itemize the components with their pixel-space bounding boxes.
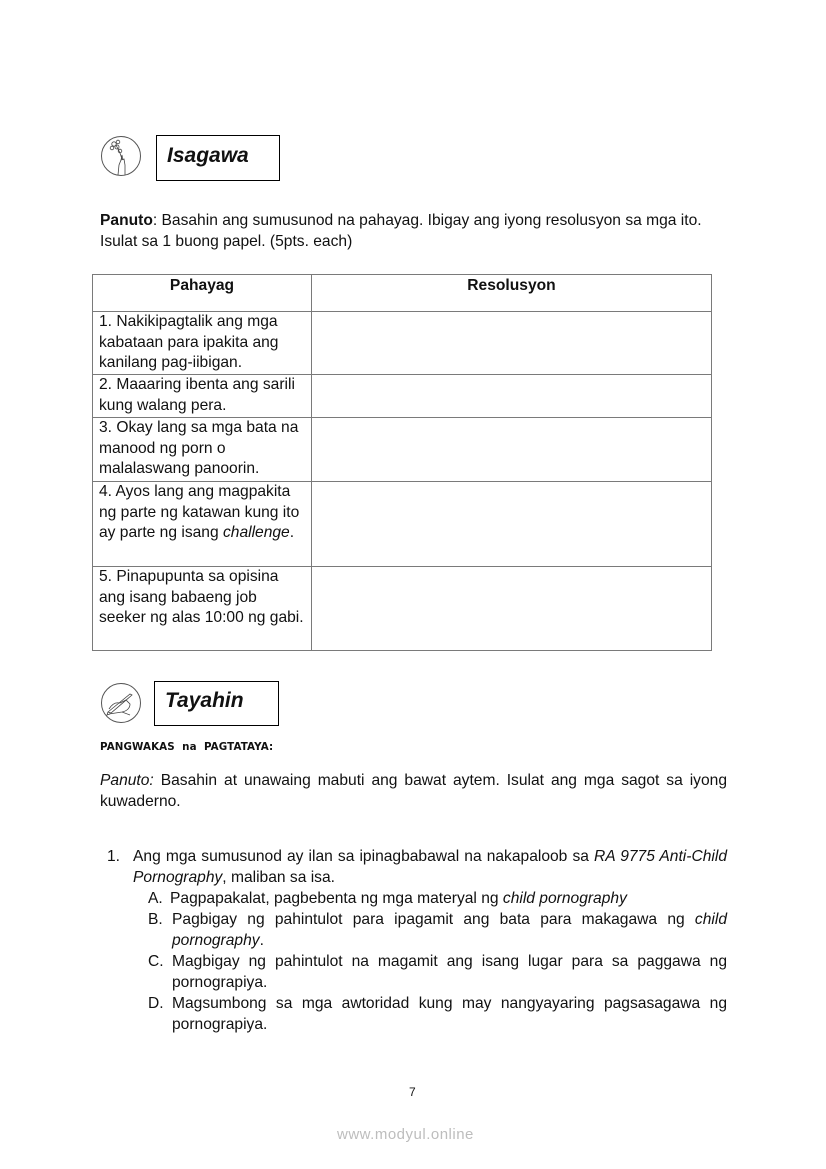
choice-c (148, 951, 727, 993)
choice-b (148, 909, 727, 951)
choice-d (148, 993, 727, 1035)
pahayag-cell: 1. Nakikipagtalik ang mga kabataan para ipakita ang kanilang pag-iibigan. (93, 312, 312, 375)
question-stem (107, 846, 727, 888)
choices-list (107, 888, 727, 1035)
question-stem-emphasis: RA 9775 Anti-Child Pornography (133, 848, 727, 886)
tayahin-instructions (100, 770, 727, 812)
pahayag-cell (93, 482, 312, 567)
isagawa-header (100, 133, 280, 181)
tayahin-header (100, 679, 280, 727)
tayahin-title: Tayahin (165, 689, 244, 712)
resolusyon-cell (312, 312, 712, 375)
choice-text: Magsumbong sa mga awtoridad kung may nangyayaring pagsasagawa ng pornograpiya. (172, 995, 727, 1033)
table-row (93, 567, 712, 651)
question-number: 1. (107, 848, 121, 865)
pahayag-cell: 5. Pinapupunta sa opisina ang isang babaeng job seeker ng alas 10:00 ng gabi. (93, 567, 312, 651)
isagawa-title-box (156, 135, 280, 181)
watermark: www.modyul.online (337, 1126, 474, 1143)
hand-holding-flower-icon (100, 135, 142, 177)
question-stem-end: , maliban sa isa. (222, 869, 335, 886)
choice-letter: A. (148, 890, 163, 907)
choice-text: Pagpapakalat, pagbebenta ng mga materyal ng (170, 890, 503, 907)
resolusyon-cell (312, 418, 712, 482)
instruction-label: Panuto: (100, 772, 154, 789)
pahayag-emphasis: challenge (222, 524, 290, 541)
pahayag-text: 4. Ayos lang ang magpakita ng parte ng katawan kung ito ay parte ng isang (99, 483, 300, 541)
choice-letter: C. (148, 953, 164, 970)
table-row (93, 375, 712, 418)
choice-text: Pagbigay ng pahintulot para ipagamit ang bata para makagawa ng (172, 911, 695, 928)
table-header-row (93, 275, 712, 312)
pahayag-cell: 3. Okay lang sa mga bata na manood ng porn o malalaswang panoorin. (93, 418, 312, 482)
resolusyon-cell (312, 567, 712, 651)
pahayag-cell: 2. Maaaring ibenta ang sarili kung walang pera. (93, 375, 312, 418)
choice-letter: D. (148, 995, 164, 1012)
table-row (93, 312, 712, 375)
pahayag-text-end: . (289, 524, 295, 541)
page-number: 7 (409, 1085, 416, 1099)
pahayag-resolusyon-table (92, 274, 712, 651)
choice-a (148, 888, 727, 909)
choice-text-end: . (259, 932, 264, 949)
pangwakas-subheading: PANGWAKAS na PAGTATAYA: (100, 741, 274, 753)
choice-emphasis: child pornography (502, 890, 627, 907)
table-row (93, 482, 712, 567)
resolusyon-cell (312, 375, 712, 418)
isagawa-title: Isagawa (167, 144, 249, 167)
question-1 (107, 846, 727, 1035)
column-header-resolusyon: Resolusyon (312, 275, 712, 312)
column-header-pahayag: Pahayag (93, 275, 312, 312)
question-stem-text: Ang mga sumusunod ay ilan sa ipinagbabawal na nakapaloob sa (133, 848, 595, 865)
tayahin-title-box (154, 681, 279, 726)
table-row (93, 418, 712, 482)
hand-writing-pen-icon (100, 682, 142, 724)
instruction-text: : Basahin ang sumusunod na pahayag. Ibigay ang iyong resolusyon sa mga ito. Isulat sa 1 buong papel. (5pts. each) (100, 212, 702, 250)
isagawa-instructions (100, 210, 725, 252)
resolusyon-cell (312, 482, 712, 567)
instruction-text: Basahin at unawaing mabuti ang bawat aytem. Isulat ang mga sagot sa iyong kuwaderno. (100, 772, 727, 810)
choice-letter: B. (148, 911, 163, 928)
choice-emphasis: child pornography (172, 911, 727, 949)
choice-text: Magbigay ng pahintulot na magamit ang isang lugar para sa paggawa ng pornograpiya. (172, 953, 727, 991)
instruction-label: Panuto (100, 212, 153, 229)
